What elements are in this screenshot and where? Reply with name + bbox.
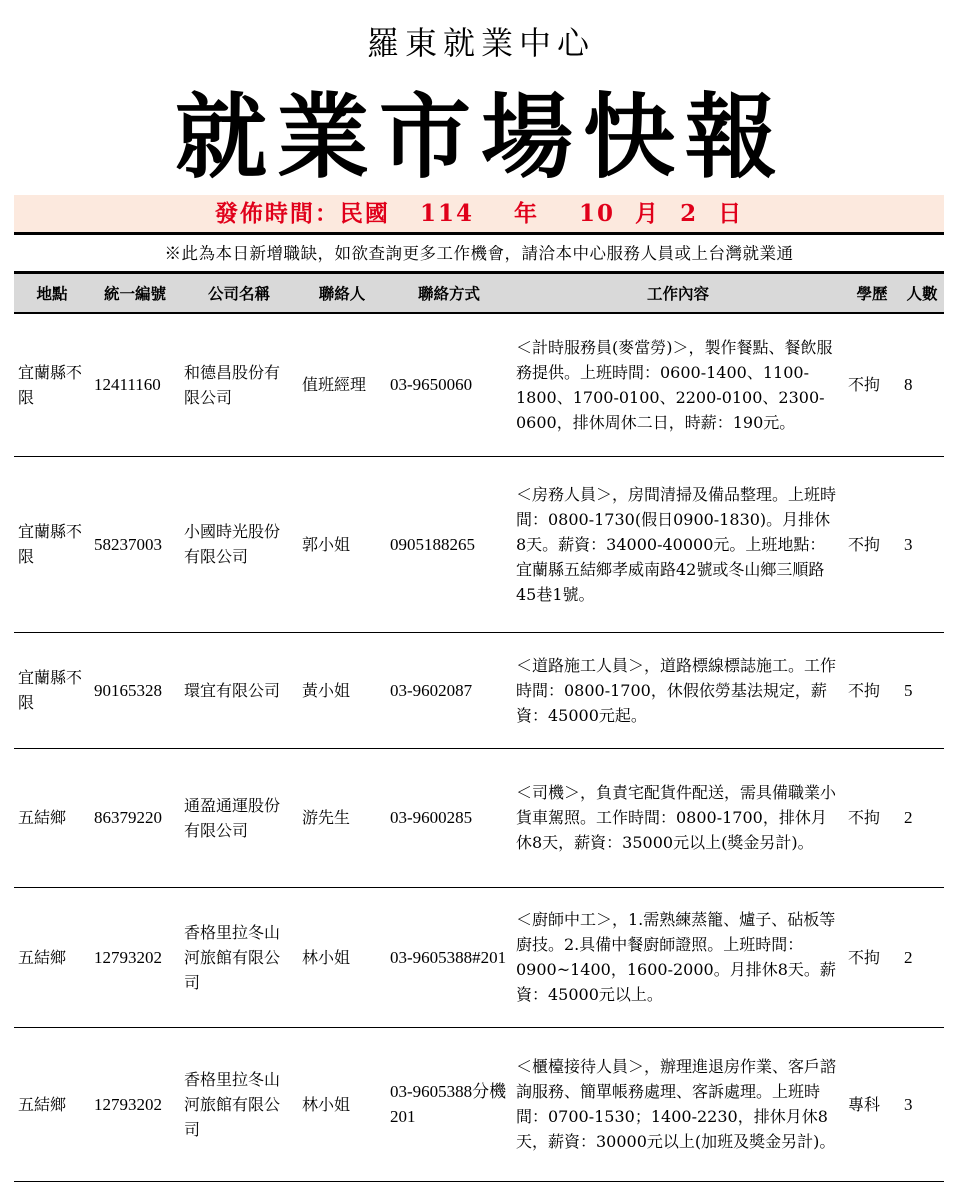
publish-month: 10 — [579, 200, 616, 227]
column-header-education: 學歷 — [844, 273, 900, 314]
column-header-description: 工作內容 — [512, 273, 844, 314]
cell-location: 宜蘭縣不限 — [14, 456, 90, 632]
table-row — [14, 313, 944, 456]
cell-count: 5 — [900, 632, 944, 748]
column-header-contact: 聯絡人 — [298, 273, 386, 314]
cell-education: 不拘 — [844, 887, 900, 1027]
cell-count: 3 — [900, 456, 944, 632]
notice-text: ※此為本日新增職缺，如欲查詢更多工作機會，請洽本中心服務人員或上台灣就業通 — [164, 244, 794, 263]
cell-contact: 郭小姐 — [298, 456, 386, 632]
cell-phone: 03-9605388分機201 — [386, 1027, 512, 1181]
publish-day-unit: 日 — [718, 200, 744, 227]
cell-description: ＜廚師中工＞，1.需熟練蒸籠、爐子、砧板等廚技。2.具備中餐廚師證照。上班時間：0900~1400，1600-2000。月排休8天。薪資：45000元以上。 — [512, 887, 844, 1027]
publish-year-unit: 年 — [513, 200, 539, 227]
cell-tax-id: 12793202 — [90, 887, 180, 1027]
cell-company: 香格里拉冬山河旅館有限公司 — [180, 1027, 298, 1181]
job-listing-table — [14, 271, 944, 1182]
table-row — [14, 748, 944, 887]
table-row — [14, 887, 944, 1027]
cell-description: ＜司機＞，負責宅配貨件配送，需具備職業小貨車駕照。工作時間：0800-1700，排休月休8天，薪資：35000元以上(獎金另計)。 — [512, 748, 844, 887]
cell-contact: 林小姐 — [298, 1027, 386, 1181]
cell-contact: 值班經理 — [298, 313, 386, 456]
cell-company: 環宜有限公司 — [180, 632, 298, 748]
cell-phone: 03-9602087 — [386, 632, 512, 748]
cell-tax-id: 86379220 — [90, 748, 180, 887]
cell-description: ＜計時服務員(麥當勞)＞，製作餐點、餐飲服務提供。上班時間：0600-1400、1100-1800、1700-0100、2200-0100、2300-0600，排休周休二日，時薪：190元。 — [512, 313, 844, 456]
page-title: 就業市場快報 — [174, 83, 787, 191]
cell-description: ＜道路施工人員＞，道路標線標誌施工。工作時間：0800-1700，休假依勞基法規定，薪資：45000元起。 — [512, 632, 844, 748]
cell-location: 五結鄉 — [14, 1027, 90, 1181]
cell-tax-id: 12411160 — [90, 313, 180, 456]
table-row — [14, 456, 944, 632]
cell-location: 宜蘭縣不限 — [14, 313, 90, 456]
cell-count: 3 — [900, 1027, 944, 1181]
table-row — [14, 632, 944, 748]
cell-education: 專科 — [844, 1027, 900, 1181]
publish-year: 114 — [419, 200, 474, 227]
cell-tax-id: 58237003 — [90, 456, 180, 632]
cell-count: 2 — [900, 887, 944, 1027]
cell-education: 不拘 — [844, 313, 900, 456]
cell-count: 2 — [900, 748, 944, 887]
column-header-phone: 聯絡方式 — [386, 273, 512, 314]
cell-contact: 黃小姐 — [298, 632, 386, 748]
cell-education: 不拘 — [844, 632, 900, 748]
cell-location: 五結鄉 — [14, 887, 90, 1027]
publish-month-unit: 月 — [635, 200, 661, 227]
cell-company: 小國時光股份有限公司 — [180, 456, 298, 632]
cell-company: 和德昌股份有限公司 — [180, 313, 298, 456]
cell-education: 不拘 — [844, 748, 900, 887]
cell-tax-id: 90165328 — [90, 632, 180, 748]
cell-company: 香格里拉冬山河旅館有限公司 — [180, 887, 298, 1027]
cell-location: 五結鄉 — [14, 748, 90, 887]
table-header-row — [14, 273, 944, 314]
column-header-count: 人數 — [900, 273, 944, 314]
column-header-location: 地點 — [14, 273, 90, 314]
cell-phone: 03-9600285 — [386, 748, 512, 887]
cell-company: 通盈通運股份有限公司 — [180, 748, 298, 887]
publish-day: 2 — [680, 200, 699, 227]
table-row — [14, 1027, 944, 1181]
cell-description: ＜櫃檯接待人員＞，辦理進退房作業、客戶諮詢服務、簡單帳務處理、客訴處理。上班時間：0700-1530；1400-2230，排休月休8天，薪資：30000元以上(加班及獎金另計)。 — [512, 1027, 844, 1181]
cell-contact: 游先生 — [298, 748, 386, 887]
cell-phone: 03-9605388#201 — [386, 887, 512, 1027]
organization-name: 羅東就業中心 — [366, 24, 595, 62]
cell-location: 宜蘭縣不限 — [14, 632, 90, 748]
cell-contact: 林小姐 — [298, 887, 386, 1027]
column-header-tax-id: 統一編號 — [90, 273, 180, 314]
cell-education: 不拘 — [844, 456, 900, 632]
cell-tax-id: 12793202 — [90, 1027, 180, 1181]
cell-description: ＜房務人員＞，房間清掃及備品整理。上班時間：0800-1730(假日0900-1830)。月排休8天。薪資：34000-40000元。上班地點：宜蘭縣五結鄉孝威南路42號或冬山鄉三順路45巷1號。 — [512, 456, 844, 632]
publish-date-bar — [14, 195, 944, 235]
publish-date-label: 發佈時間：民國 — [214, 200, 390, 227]
cell-count: 8 — [900, 313, 944, 456]
cell-phone: 0905188265 — [386, 456, 512, 632]
cell-phone: 03-9650060 — [386, 313, 512, 456]
column-header-company: 公司名稱 — [180, 273, 298, 314]
